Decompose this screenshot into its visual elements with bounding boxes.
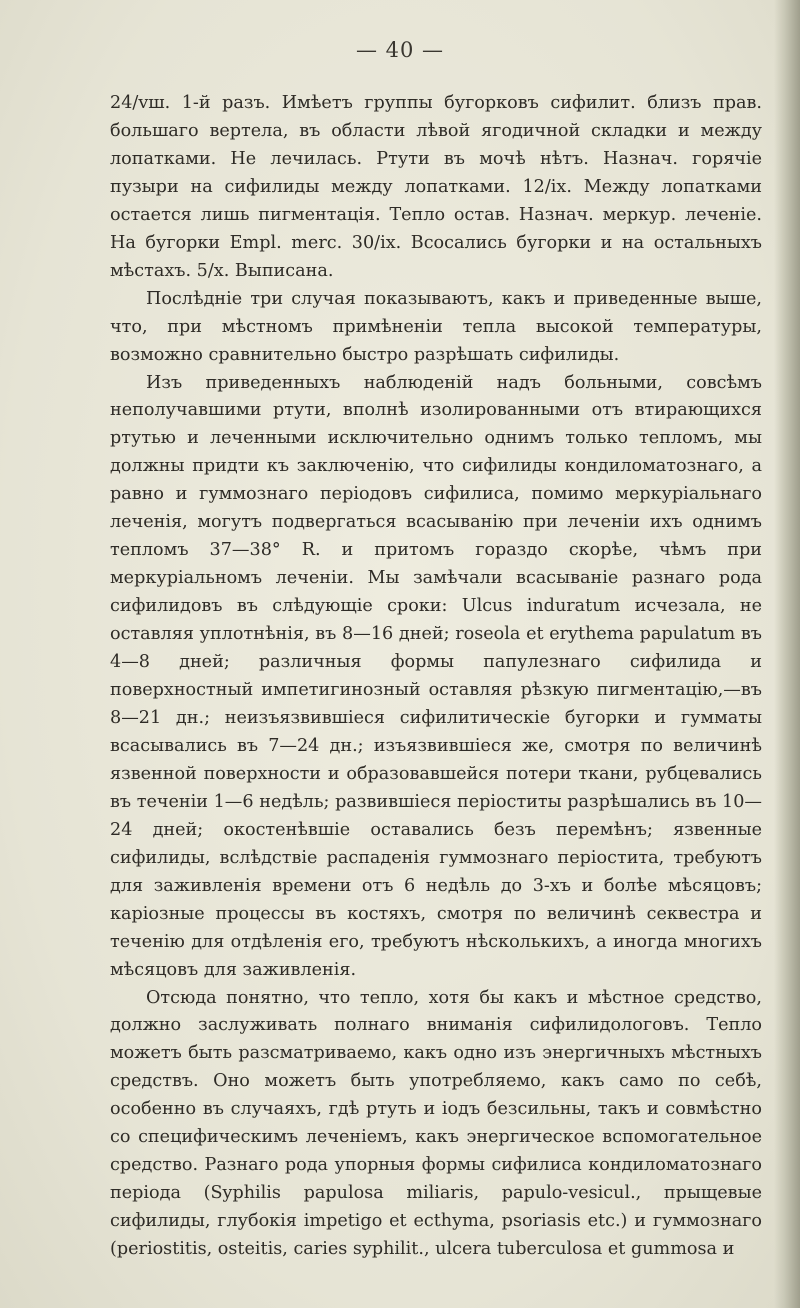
paragraph-summary: Послѣдніе три случая показываютъ, какъ и приведенные выше, что, при мѣстномъ примѣненіи тепла высокой температуры, возможно сравнительно быстро разрѣшать сифилиды. xyxy=(110,288,762,365)
paragraph-conclusion: Отсюда понятно, что тепло, хотя бы какъ и мѣстное средство, должно заслуживать полнаго вниманія сифилидологовъ. Тепло можетъ быть разсматриваемо, какъ одно изъ энергичныхъ мѣстныхъ средствъ. Оно можетъ быть употребляемо, какъ само по себѣ, особенно въ случаяхъ, гдѣ ртуть и іодъ безсильны, такъ и совмѣстно со специфическимъ леченіемъ, какъ энергическое вспомогательное средство. Разнаго рода упорныя формы сифилиса кондиломатознаго періода (Syphilis papulosa miliaris, papulo-vesicul., прыщевые сифилиды, глубокія impetigo et ecthyma, psoriasis etc.) и гуммознаго (periostitis, osteitis, caries syphilit., ulcera tuberculosa et gummosa и xyxy=(110,987,762,1260)
page-number: — 40 — xyxy=(355,38,445,62)
paragraph-case-record: 24/vш. 1-й разъ. Имѣетъ группы бугорковъ сифилит. близъ прав. большаго вертела, въ области лѣвой ягодичной складки и между лопатками. Не лечилась. Ртути въ мочѣ нѣтъ. Назнач. горячіе пузыри на сифилиды между лопатками. 12/ix. Между лопатками остается лишь пигментація. Тепло остав. Назнач. меркур. леченіе. На бугорки Emрl. merc. 30/ix. Всосались бугорки и на остальныхъ мѣстахъ. 5/x. Выписана. xyxy=(110,93,762,281)
body-text xyxy=(110,90,762,1264)
paragraph-observations: Изъ приведенныхъ наблюденій надъ больными, совсѣмъ неполучавшими ртути, вполнѣ изолированными отъ втирающихся ртутью и леченными исключительно однимъ только тепломъ, мы должны придти къ заключенію, что сифилиды кондиломатознаго, а равно и гуммознаго періодовъ сифилиса, помимо меркуріальнаго леченія, могутъ подвергаться всасыванію при леченіи ихъ однимъ тепломъ 37—38° R. и притомъ гораздо скорѣе, чѣмъ при меркуріальномъ леченіи. Мы замѣчали всасываніе разнаго рода сифилидовъ въ слѣдующіе сроки: Ulcus induratum исчезала, не оставляя уплотнѣнія, въ 8—16 дней; roseola et erythema papulatum въ 4—8 дней; различныя формы папулезнаго сифилида и поверхностный импетигинозный оставляя рѣзкую пигментацію,—въ 8—21 дн.; неизъязвившіеся сифилитическіе бугорки и гумматы всасывались въ 7—24 дн.; изъязвившіеся же, смотря по величинѣ язвенной поверхности и образовавшейся потери ткани, рубцевались въ теченіи 1—6 недѣль; развившіеся періоститы разрѣшались въ 10—24 дней; окостенѣвшіе оставались безъ перемѣнъ; язвенные сифилиды, вслѣдствіе распаденія гуммознаго періостита, требуютъ для заживленія времени отъ 6 недѣль до 3-хъ и болѣе мѣсяцовъ; каріозные процессы въ костяхъ, смотря по величинѣ секвестра и теченію для отдѣленія его, требуютъ нѣсколькихъ, а иногда многихъ мѣсяцовъ для заживленія. xyxy=(110,372,762,980)
page-edge-shadow xyxy=(774,0,800,1308)
